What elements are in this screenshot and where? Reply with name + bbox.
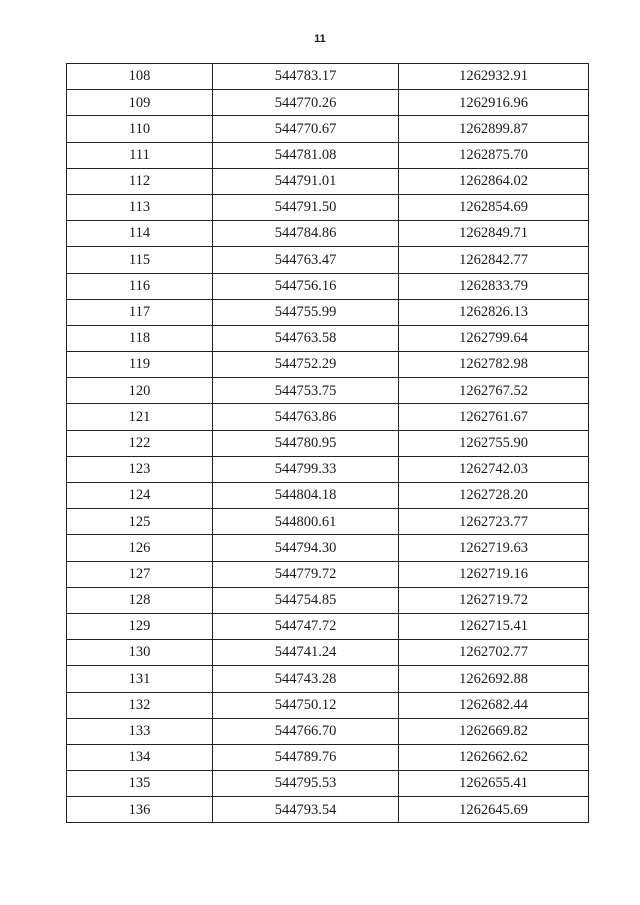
point-number-cell: 115 [67, 247, 213, 273]
table-row [67, 561, 589, 587]
point-number-cell: 116 [67, 273, 213, 299]
x-coordinate-cell: 544743.28 [213, 666, 399, 692]
x-coordinate-cell: 544800.61 [213, 509, 399, 535]
table-row [67, 430, 589, 456]
table-row [67, 221, 589, 247]
y-coordinate-cell: 1262767.52 [399, 378, 589, 404]
point-number-cell: 131 [67, 666, 213, 692]
table-row [67, 378, 589, 404]
x-coordinate-cell: 544763.86 [213, 404, 399, 430]
x-coordinate-cell: 544783.17 [213, 64, 399, 90]
point-number-cell: 110 [67, 116, 213, 142]
point-number-cell: 125 [67, 509, 213, 535]
y-coordinate-cell: 1262782.98 [399, 352, 589, 378]
point-number-cell: 109 [67, 90, 213, 116]
table-row [67, 535, 589, 561]
x-coordinate-cell: 544781.08 [213, 142, 399, 168]
point-number-cell: 112 [67, 168, 213, 194]
x-coordinate-cell: 544766.70 [213, 718, 399, 744]
table-row [67, 744, 589, 770]
y-coordinate-cell: 1262692.88 [399, 666, 589, 692]
table-row [67, 718, 589, 744]
table-row [67, 613, 589, 639]
x-coordinate-cell: 544741.24 [213, 640, 399, 666]
table-row [67, 299, 589, 325]
point-number-cell: 136 [67, 797, 213, 823]
y-coordinate-cell: 1262742.03 [399, 456, 589, 482]
x-coordinate-cell: 544794.30 [213, 535, 399, 561]
point-number-cell: 135 [67, 771, 213, 797]
point-number-cell: 124 [67, 483, 213, 509]
x-coordinate-cell: 544755.99 [213, 299, 399, 325]
y-coordinate-cell: 1262719.72 [399, 587, 589, 613]
y-coordinate-cell: 1262755.90 [399, 430, 589, 456]
x-coordinate-cell: 544756.16 [213, 273, 399, 299]
point-number-cell: 126 [67, 535, 213, 561]
point-number-cell: 121 [67, 404, 213, 430]
x-coordinate-cell: 544791.50 [213, 194, 399, 220]
table-row [67, 90, 589, 116]
table-row [67, 640, 589, 666]
x-coordinate-cell: 544804.18 [213, 483, 399, 509]
y-coordinate-cell: 1262899.87 [399, 116, 589, 142]
point-number-cell: 123 [67, 456, 213, 482]
table-row [67, 168, 589, 194]
table-row [67, 797, 589, 823]
table-row [67, 771, 589, 797]
y-coordinate-cell: 1262932.91 [399, 64, 589, 90]
x-coordinate-cell: 544780.95 [213, 430, 399, 456]
point-number-cell: 113 [67, 194, 213, 220]
point-number-cell: 129 [67, 613, 213, 639]
point-number-cell: 108 [67, 64, 213, 90]
x-coordinate-cell: 544784.86 [213, 221, 399, 247]
table-row [67, 247, 589, 273]
y-coordinate-cell: 1262702.77 [399, 640, 589, 666]
x-coordinate-cell: 544793.54 [213, 797, 399, 823]
x-coordinate-cell: 544753.75 [213, 378, 399, 404]
x-coordinate-cell: 544795.53 [213, 771, 399, 797]
point-number-cell: 122 [67, 430, 213, 456]
x-coordinate-cell: 544770.26 [213, 90, 399, 116]
table-row [67, 483, 589, 509]
table-row [67, 64, 589, 90]
y-coordinate-cell: 1262799.64 [399, 325, 589, 351]
table-row [67, 142, 589, 168]
point-number-cell: 132 [67, 692, 213, 718]
y-coordinate-cell: 1262719.63 [399, 535, 589, 561]
table-row [67, 456, 589, 482]
table-row [67, 325, 589, 351]
page-number: 11 [314, 33, 326, 45]
x-coordinate-cell: 544770.67 [213, 116, 399, 142]
table-row [67, 352, 589, 378]
table-row [67, 273, 589, 299]
coordinates-table [66, 63, 589, 823]
table-row [67, 509, 589, 535]
y-coordinate-cell: 1262719.16 [399, 561, 589, 587]
y-coordinate-cell: 1262864.02 [399, 168, 589, 194]
x-coordinate-cell: 544799.33 [213, 456, 399, 482]
y-coordinate-cell: 1262854.69 [399, 194, 589, 220]
table-row [67, 692, 589, 718]
y-coordinate-cell: 1262662.62 [399, 744, 589, 770]
y-coordinate-cell: 1262761.67 [399, 404, 589, 430]
table-row [67, 404, 589, 430]
x-coordinate-cell: 544791.01 [213, 168, 399, 194]
y-coordinate-cell: 1262849.71 [399, 221, 589, 247]
coordinates-table-body [67, 64, 589, 823]
y-coordinate-cell: 1262715.41 [399, 613, 589, 639]
point-number-cell: 119 [67, 352, 213, 378]
x-coordinate-cell: 544763.47 [213, 247, 399, 273]
x-coordinate-cell: 544750.12 [213, 692, 399, 718]
x-coordinate-cell: 544763.58 [213, 325, 399, 351]
point-number-cell: 134 [67, 744, 213, 770]
y-coordinate-cell: 1262723.77 [399, 509, 589, 535]
table-row [67, 666, 589, 692]
y-coordinate-cell: 1262875.70 [399, 142, 589, 168]
x-coordinate-cell: 544779.72 [213, 561, 399, 587]
y-coordinate-cell: 1262826.13 [399, 299, 589, 325]
point-number-cell: 117 [67, 299, 213, 325]
point-number-cell: 118 [67, 325, 213, 351]
point-number-cell: 127 [67, 561, 213, 587]
y-coordinate-cell: 1262842.77 [399, 247, 589, 273]
y-coordinate-cell: 1262682.44 [399, 692, 589, 718]
y-coordinate-cell: 1262916.96 [399, 90, 589, 116]
x-coordinate-cell: 544754.85 [213, 587, 399, 613]
y-coordinate-cell: 1262728.20 [399, 483, 589, 509]
point-number-cell: 120 [67, 378, 213, 404]
table-row [67, 116, 589, 142]
point-number-cell: 114 [67, 221, 213, 247]
table-row [67, 587, 589, 613]
table-row [67, 194, 589, 220]
y-coordinate-cell: 1262833.79 [399, 273, 589, 299]
x-coordinate-cell: 544789.76 [213, 744, 399, 770]
y-coordinate-cell: 1262655.41 [399, 771, 589, 797]
x-coordinate-cell: 544747.72 [213, 613, 399, 639]
x-coordinate-cell: 544752.29 [213, 352, 399, 378]
point-number-cell: 133 [67, 718, 213, 744]
y-coordinate-cell: 1262669.82 [399, 718, 589, 744]
point-number-cell: 128 [67, 587, 213, 613]
point-number-cell: 130 [67, 640, 213, 666]
y-coordinate-cell: 1262645.69 [399, 797, 589, 823]
point-number-cell: 111 [67, 142, 213, 168]
